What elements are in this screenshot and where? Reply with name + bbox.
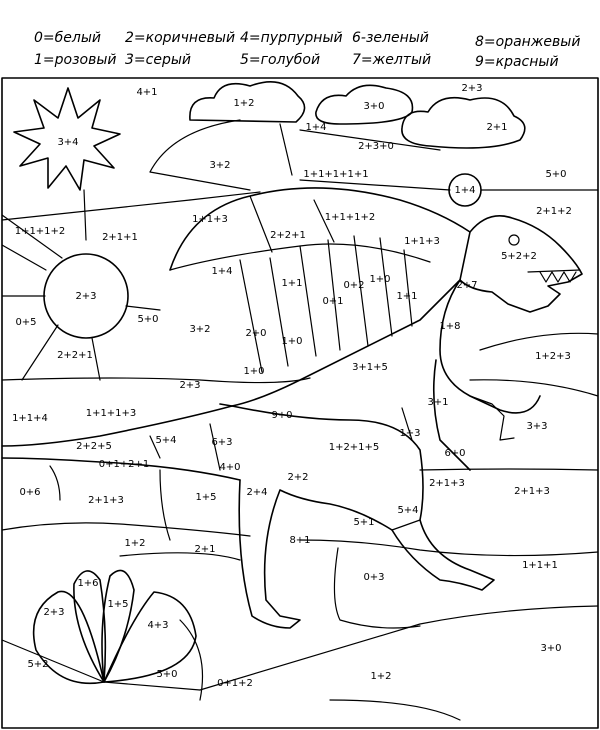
- region-label: 4+0: [219, 462, 241, 473]
- region-label: 1+4: [211, 266, 233, 277]
- region-label: 2+1+2: [536, 206, 572, 217]
- region-label: 1+2: [233, 98, 255, 109]
- region-label: 5+4: [155, 435, 177, 446]
- region-label: 2+1+1: [102, 232, 138, 243]
- region-label: 0+3: [363, 572, 385, 583]
- region-label: 0+2: [343, 280, 365, 291]
- region-label: 1+1+1+2: [14, 226, 66, 237]
- region-label: 6+0: [444, 448, 466, 459]
- region-label: 2+3+0: [358, 141, 394, 152]
- region-label: 1+1+1+1+1: [303, 169, 369, 180]
- region-label: 1+2: [370, 671, 392, 682]
- region-label: 2+2+1: [57, 350, 93, 361]
- region-label: 2+4: [246, 487, 268, 498]
- region-label: 2+1+3: [429, 478, 465, 489]
- region-label: 5+1: [353, 517, 375, 528]
- region-label: 1+0: [281, 336, 303, 347]
- region-label: 0+1+2+1: [98, 459, 150, 470]
- legend-item-4: 4=пурпурный: [240, 30, 343, 46]
- region-label: 1+1: [281, 278, 303, 289]
- region-label: 1+0: [243, 366, 265, 377]
- region-label: 2+1+3: [514, 486, 550, 497]
- region-label: 1+1+3: [404, 236, 440, 247]
- region-label: 1+3: [399, 428, 421, 439]
- region-label: 1+4: [305, 122, 327, 133]
- region-label: 2+3: [179, 380, 201, 391]
- region-label: 2+7: [456, 280, 478, 291]
- region-label: 2+2+5: [76, 441, 112, 452]
- region-label: 6+3: [211, 437, 233, 448]
- region-label: 4+3: [147, 620, 169, 631]
- region-label: 1+1+4: [12, 413, 48, 424]
- region-label: 3+4: [57, 137, 79, 148]
- region-label: 5+0: [545, 169, 567, 180]
- coloring-sheet: [0, 76, 600, 730]
- region-label: 3+0: [540, 643, 562, 654]
- region-label: 3+3: [526, 421, 548, 432]
- legend-item-5: 5=голубой: [240, 52, 321, 68]
- region-label: 0+5: [15, 317, 37, 328]
- legend-item-0: 0=белый: [34, 30, 101, 46]
- region-label: 8+1: [289, 535, 311, 546]
- region-label: 1+5: [107, 599, 129, 610]
- region-label: 0+1+2: [217, 678, 253, 689]
- region-label: 1+8: [439, 321, 461, 332]
- region-label: 5+0: [156, 669, 178, 680]
- region-label: 3+1: [427, 397, 449, 408]
- legend-item-6: 6-зеленый: [352, 30, 429, 46]
- region-label: 2+0: [245, 328, 267, 339]
- region-label: 1+1+1+3: [85, 408, 137, 419]
- legend-item-2: 2=коричневый: [125, 30, 236, 46]
- region-label: 0+6: [19, 487, 41, 498]
- region-label: 1+2+3: [535, 351, 571, 362]
- region-label: 2+3: [461, 83, 483, 94]
- region-label: 2+1: [486, 122, 508, 133]
- region-label: 1+0: [369, 274, 391, 285]
- region-label: 1+1+3: [192, 214, 228, 225]
- legend-item-7: 7=желтый: [352, 52, 432, 68]
- region-label: 1+1+1+2: [324, 212, 376, 223]
- region-label: 1+1: [396, 291, 418, 302]
- region-label: 5+0: [137, 314, 159, 325]
- region-label: 4+1: [136, 87, 158, 98]
- legend-item-3: 3=серый: [125, 52, 191, 68]
- region-label: 2+1: [194, 544, 216, 555]
- region-label: 3+1+5: [352, 362, 388, 373]
- dinosaur-drawing: [0, 76, 600, 730]
- region-label: 2+2: [287, 472, 309, 483]
- region-label: 1+2+1+5: [328, 442, 380, 453]
- legend-item-9: 9=красный: [475, 54, 559, 70]
- region-label: 0+1: [322, 296, 344, 307]
- region-label: 1+2: [124, 538, 146, 549]
- region-label: 2+3: [75, 291, 97, 302]
- region-label: 1+1+1: [522, 560, 558, 571]
- region-label: 2+2+1: [270, 230, 306, 241]
- region-label: 1+6: [77, 578, 99, 589]
- region-label: 3+2: [189, 324, 211, 335]
- region-label: 2+1+3: [88, 495, 124, 506]
- region-label: 5+2+2: [501, 251, 537, 262]
- region-label: 1+5: [195, 492, 217, 503]
- region-label: 3+0: [363, 101, 385, 112]
- outline-art: [2, 78, 598, 728]
- region-label: 5+4: [397, 505, 419, 516]
- region-label: 5+2: [27, 659, 49, 670]
- region-label: 2+3: [43, 607, 65, 618]
- color-legend: [0, 0, 600, 76]
- region-label: 9+0: [271, 410, 293, 421]
- legend-item-8: 8=оранжевый: [475, 34, 581, 50]
- region-label: 1+4: [454, 185, 476, 196]
- legend-item-1: 1=розовый: [34, 52, 117, 68]
- region-label: 3+2: [209, 160, 231, 171]
